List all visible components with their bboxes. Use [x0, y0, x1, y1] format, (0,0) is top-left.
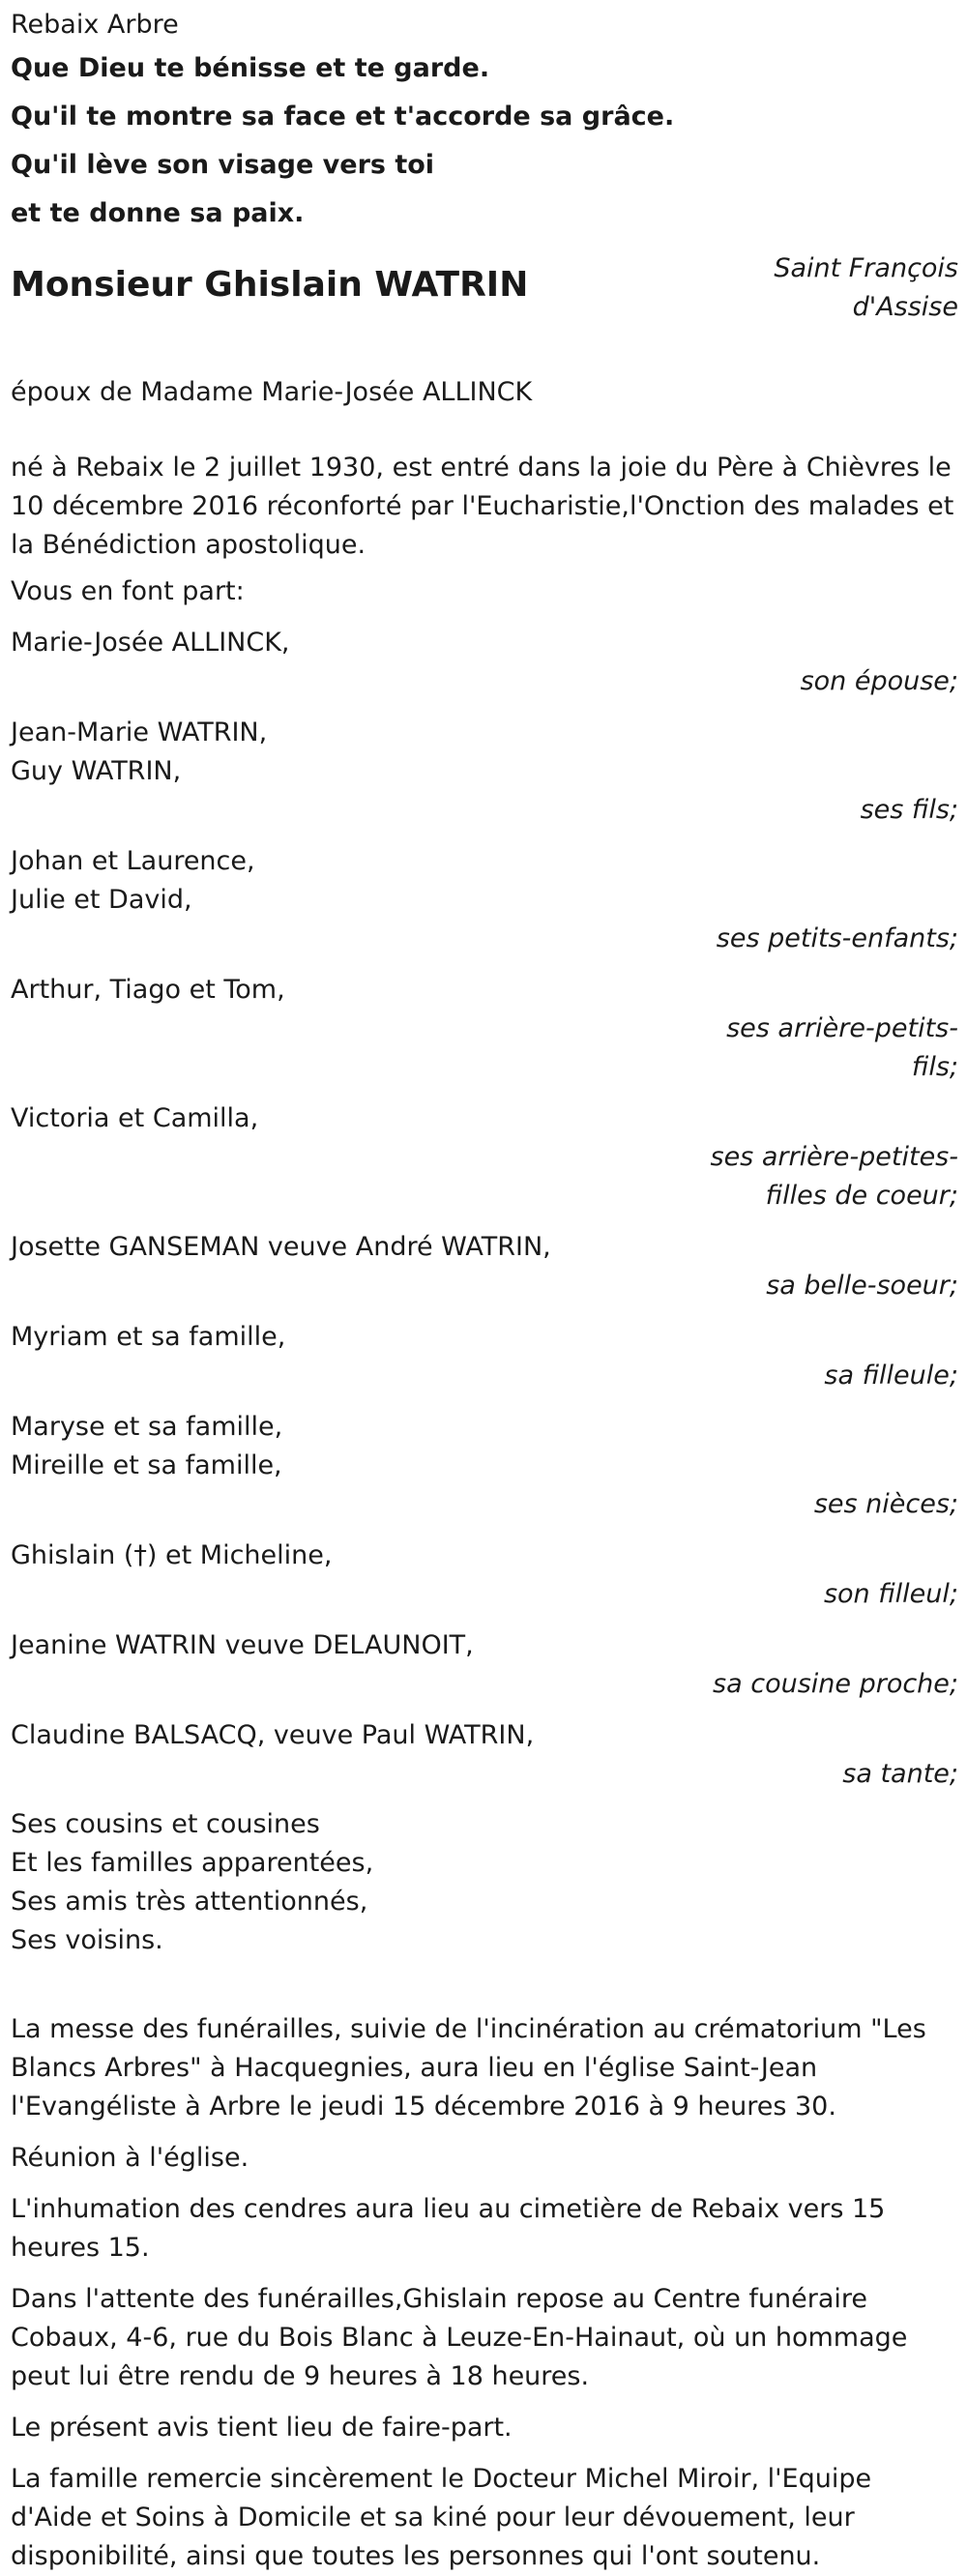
relation-wrap	[707, 1357, 958, 1395]
family-names	[11, 624, 958, 662]
family-member-name: Claudine BALSACQ, veuve Paul WATRIN,	[11, 1720, 535, 1750]
family-member-name: Guy WATRIN,	[11, 756, 182, 786]
relation-wrap	[707, 1665, 958, 1704]
family-entry	[11, 1716, 958, 1794]
info-paragraph: Réunion à l'église.	[11, 2143, 249, 2173]
family-member-name: Johan et Laurence,	[11, 846, 255, 876]
family-names	[11, 1318, 958, 1357]
family-member-name: Mireille et sa famille,	[11, 1450, 282, 1480]
family-relation: ses nièces;	[813, 1489, 958, 1519]
family-entry	[11, 624, 958, 701]
relation-wrap	[707, 1575, 958, 1614]
parish	[746, 249, 958, 327]
family-relation: sa filleule;	[824, 1361, 958, 1390]
family-entry	[11, 1099, 958, 1215]
family-entry	[11, 1537, 958, 1614]
family-member-name: Maryse et sa famille,	[11, 1412, 283, 1442]
family-entry	[11, 714, 958, 830]
family-names	[11, 842, 958, 920]
mourner-line: Et les familles apparentées,	[11, 1848, 374, 1878]
relation-wrap	[707, 1267, 958, 1305]
family-names	[11, 1099, 958, 1138]
family-relation: ses fils;	[860, 795, 958, 825]
family-relation: son épouse;	[800, 666, 958, 696]
mourner-line: Ses cousins et cousines	[11, 1809, 320, 1839]
family-names	[11, 1716, 958, 1755]
verse-line: Que Dieu te bénisse et te garde.	[11, 53, 490, 83]
funeral-info	[11, 2010, 958, 2576]
info-paragraph: La messe des funérailles, suivie de l'incinération au crématorium "Les Blancs Arbres" à Hacquegnies, aura lieu en l'église Saint-Jean l'Evangéliste à Arbre le jeudi 15 décembre 2016 à 9 heures 30.	[11, 2014, 926, 2122]
info-paragraph: L'inhumation des cendres aura lieu au cimetière de Rebaix vers 15 heures 15.	[11, 2194, 886, 2263]
announce-line: Vous en font part:	[11, 576, 245, 606]
family-member-name: Jean-Marie WATRIN,	[11, 717, 268, 747]
family-names	[11, 714, 958, 791]
family-member-name: Arthur, Tiago et Tom,	[11, 975, 285, 1005]
mourner-line: Ses voisins.	[11, 1925, 163, 1955]
town-name: Rebaix Arbre	[11, 10, 179, 40]
relation-wrap	[707, 1485, 958, 1524]
family-relation: sa tante;	[842, 1759, 958, 1789]
family-names	[11, 1408, 958, 1485]
family-member-name: Julie et David,	[11, 885, 192, 915]
info-paragraph: Le présent avis tient lieu de faire-part.	[11, 2413, 513, 2443]
relation-wrap	[707, 1755, 958, 1794]
relation-wrap	[707, 791, 958, 830]
family-relation: ses petits-enfants;	[716, 923, 958, 953]
family-member-name: Myriam et sa famille,	[11, 1322, 286, 1352]
parish-line: Saint François	[774, 253, 958, 283]
family-names	[11, 971, 958, 1010]
relation-wrap	[707, 1138, 958, 1215]
parish-line: d'Assise	[852, 292, 958, 322]
deceased-name: Monsieur Ghislain WATRIN	[11, 265, 529, 305]
mourner-line: Ses amis très attentionnés,	[11, 1887, 368, 1917]
family-member-name: Ghislain (†) et Micheline,	[11, 1540, 333, 1570]
info-paragraph: La famille remercie sincèrement le Docteur Michel Miroir, l'Equipe d'Aide et Soins à Domicile et sa kiné pour leur dévouement, leur disponibilité, ainsi que toutes les personnes qui l'ont soutenu.	[11, 2464, 872, 2571]
relation-wrap	[707, 920, 958, 958]
family-member-name: Jeanine WATRIN veuve DELAUNOIT,	[11, 1630, 474, 1660]
family-names	[11, 1626, 958, 1665]
verse-line: Qu'il te montre sa face et t'accorde sa grâce.	[11, 102, 675, 132]
family-relation: ses arrière-petites-filles de coeur;	[710, 1142, 958, 1211]
family-names	[11, 1228, 958, 1267]
family-relation: son filleul;	[823, 1579, 958, 1609]
birth-death-text: né à Rebaix le 2 juillet 1930, est entré dans la joie du Père à Chièvres le 10 décembre 2016 réconforté par l'Eucharistie,l'Onction des malades et la Bénédiction apostolique.	[11, 453, 954, 560]
relation-wrap	[707, 1010, 958, 1087]
info-paragraph: Dans l'attente des funérailles,Ghislain repose au Centre funéraire Cobaux, 4-6, rue du Bois Blanc à Leuze-En-Hainaut, où un hommage peut lui être rendu de 9 heures à 18 heures.	[11, 2284, 908, 2391]
family-entry	[11, 1626, 958, 1704]
relation-wrap	[707, 662, 958, 701]
family-list	[11, 624, 958, 1794]
family-relation: ses arrière-petits-fils;	[726, 1013, 958, 1082]
blessing-verses	[11, 44, 958, 238]
obituary-notice	[11, 0, 958, 2576]
family-relation: sa belle-soeur;	[766, 1271, 958, 1301]
family-entry	[11, 1228, 958, 1305]
family-member-name: Marie-Josée ALLINCK,	[11, 628, 290, 658]
family-entry	[11, 971, 958, 1087]
family-entry	[11, 842, 958, 958]
family-entry	[11, 1318, 958, 1395]
family-relation: sa cousine proche;	[713, 1669, 958, 1699]
title-row	[11, 248, 958, 327]
verse-line: Qu'il lève son visage vers toi	[11, 150, 435, 180]
other-mourners	[11, 1805, 958, 1960]
family-entry	[11, 1408, 958, 1524]
family-names	[11, 1537, 958, 1575]
spouse-line: époux de Madame Marie-Josée ALLINCK	[11, 377, 533, 407]
family-member-name: Victoria et Camilla,	[11, 1103, 259, 1133]
family-member-name: Josette GANSEMAN veuve André WATRIN,	[11, 1232, 551, 1262]
verse-line: et te donne sa paix.	[11, 198, 305, 228]
